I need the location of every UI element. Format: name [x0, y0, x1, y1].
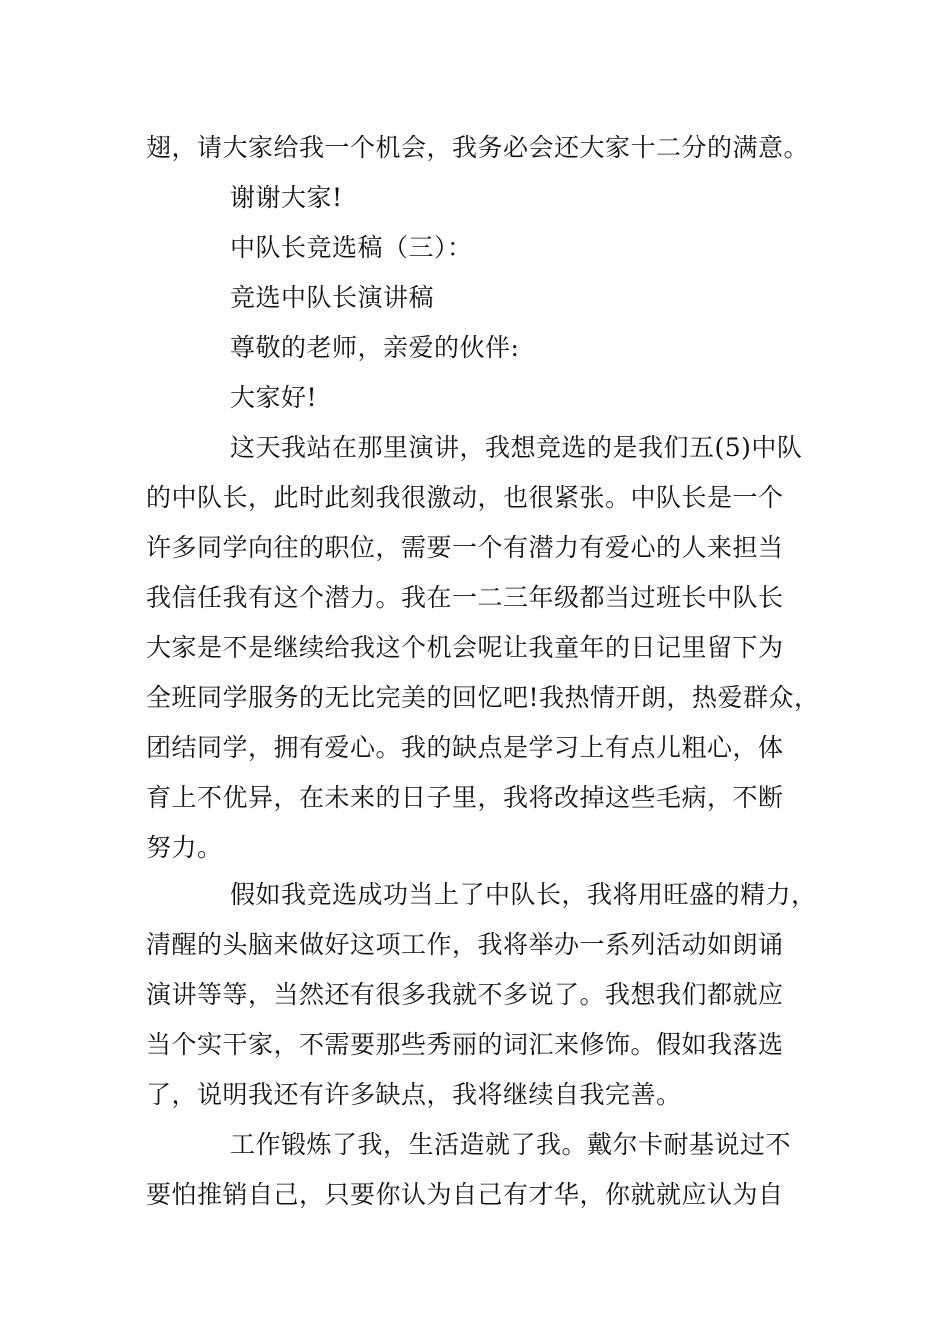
text-line: 大家好! [230, 383, 318, 412]
text-line: 尊敬的老师，亲爱的伙伴: [230, 333, 520, 362]
text-line: 演讲等等，当然还有很多我就不多说了。我想我们都就应 [146, 980, 784, 1009]
text-line: 的中队长，此时此刻我很激动，也很紧张。中队长是一个 [146, 483, 784, 512]
text-line: 中队长竞选稿（三）： [230, 233, 473, 262]
text-line: 育上不优异，在未来的日子里，我将改掉这些毛病，不断 [146, 783, 784, 812]
text-line: 当个实干家，不需要那些秀丽的词汇来修饰。假如我落选 [146, 1030, 784, 1059]
text-line: 要怕推销自己，只要你认为自己有才华，你就就应认为自 [146, 1180, 784, 1209]
text-line: 许多同学向往的职位，需要一个有潜力有爱心的人来担当 [146, 533, 784, 562]
text-line: 这天我站在那里演讲，我想竞选的是我们五(5)中队 [230, 433, 803, 462]
text-line: 假如我竞选成功当上了中队长，我将用旺盛的精力， [230, 880, 817, 909]
text-line: 大家是不是继续给我这个机会呢让我童年的日记里留下为 [146, 633, 784, 662]
text-line: 工作锻炼了我，生活造就了我。戴尔卡耐基说过不 [230, 1130, 792, 1159]
text-line: 了，说明我还有许多缺点，我将继续自我完善。 [146, 1080, 682, 1109]
text-line: 我信任我有这个潜力。我在一二三年级都当过班长中队长 [146, 583, 784, 612]
text-line: 清醒的头脑来做好这项工作，我将举办一系列活动如朗诵 [146, 930, 784, 959]
text-line: 全班同学服务的无比完美的回忆吧!我热情开朗，热爱群众， [146, 683, 820, 712]
text-line: 努力。 [146, 833, 223, 862]
text-line: 团结同学，拥有爱心。我的缺点是学习上有点儿粗心，体 [146, 733, 784, 762]
text-line: 谢谢大家! [230, 183, 343, 212]
text-line: 翅，请大家给我一个机会，我务必会还大家十二分的满意。 [146, 133, 810, 162]
text-line: 竞选中队长演讲稿 [230, 283, 435, 312]
